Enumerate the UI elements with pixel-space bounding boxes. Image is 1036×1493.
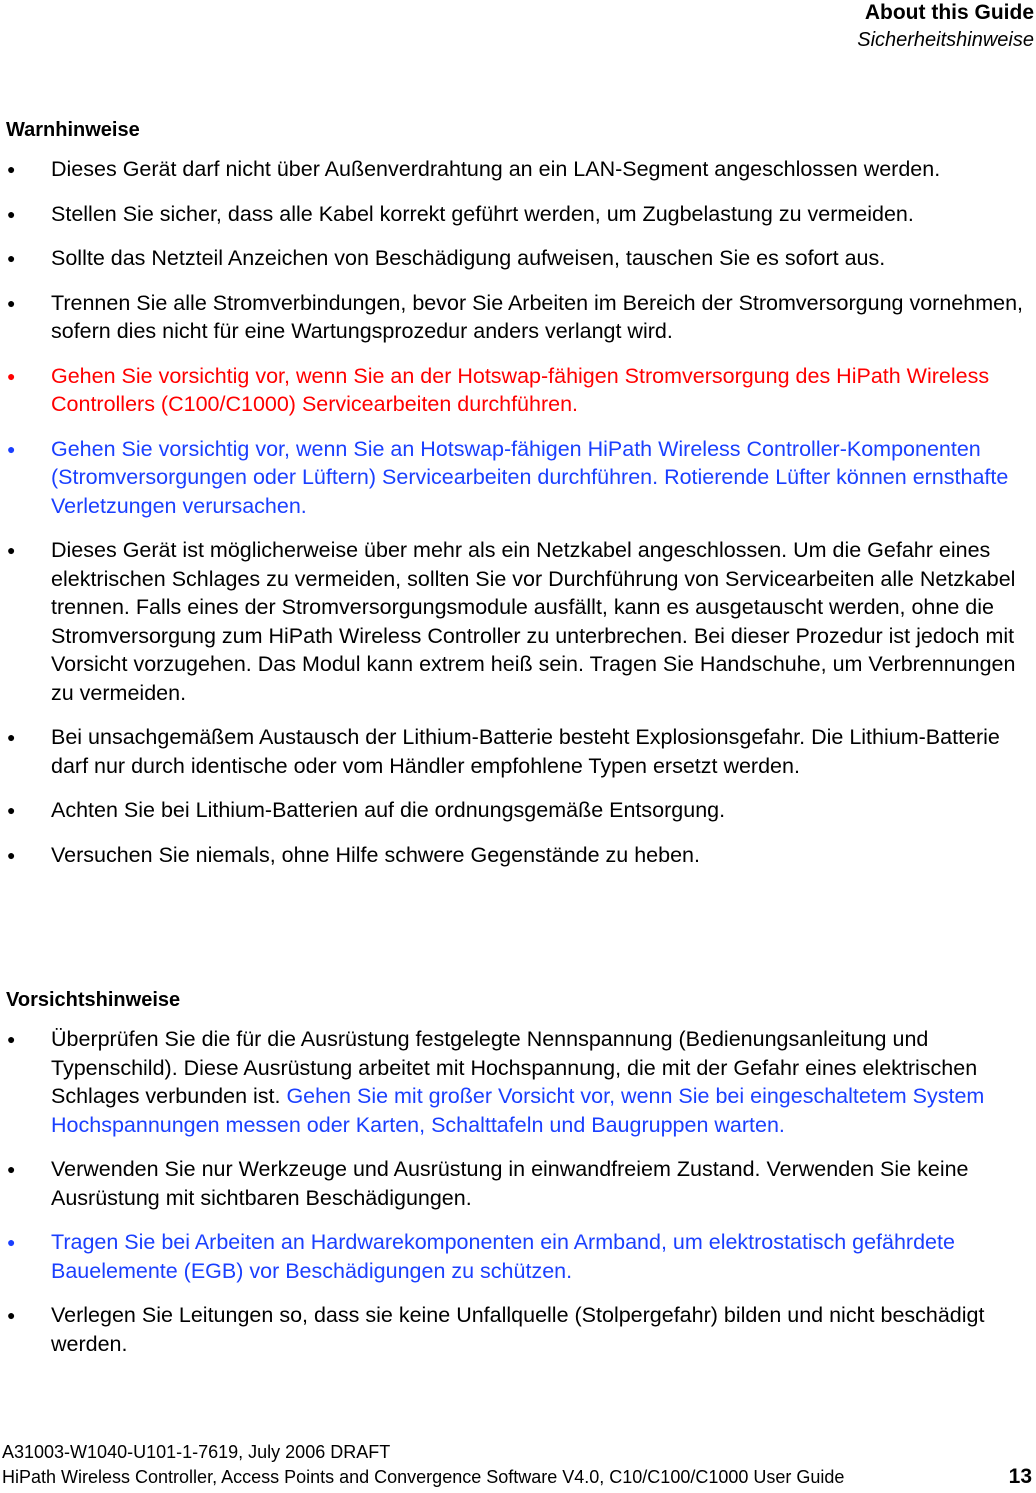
warnings-section: [6, 117, 1034, 885]
list-item: [6, 200, 1034, 229]
list-item: [6, 289, 1034, 346]
list-item-text: Verlegen Sie Leitungen so, dass sie keine Unfallquelle (Stolpergefahr) bilden und nicht beschädigt werden.: [51, 1303, 985, 1356]
bullet-icon: ●: [7, 367, 16, 384]
list-item: [6, 1025, 1034, 1139]
list-item-text: Dieses Gerät ist möglicherweise über mehr als ein Netzkabel angeschlossen. Um die Gefahr eines elektrischen Schlages zu vermeiden, sollten Sie vor Durchführung von Servicearbeiten alle Netzkabel trennen. Falls eines der Stromversorgungsmodule ausfällt, kann es ausgetauscht werden, ohne die Stromversorgung zum HiPath Wireless Controller zu unterbrechen. Bei dieser Prozedur ist jedoch mit Vorsicht vorzugehen. Das Modul kann extrem heiß sein. Tragen Sie Handschuhe, um Verbrennungen zu vermeiden.: [51, 538, 1016, 705]
list-item: [6, 1228, 1034, 1285]
bullet-icon: ●: [7, 294, 16, 311]
header-title: About this Guide: [864, 1, 1034, 24]
bullet-icon: ●: [7, 440, 16, 457]
list-item: [6, 536, 1034, 707]
list-item-text: Gehen Sie vorsichtig vor, wenn Sie an Hotswap-fähigen HiPath Wireless Controller-Komponenten (Stromversorgungen oder Lüftern) Servicearbeiten durchführen. Rotierende Lüfter können ernsthafte Verletzungen verursachen.: [51, 436, 1009, 518]
bullet-icon: ●: [7, 729, 16, 745]
cautions-heading: Vorsichtshinweise: [6, 989, 181, 1011]
list-item-text: Tragen Sie bei Arbeiten an Hardwarekomponenten ein Armband, um elektrostatisch gefährdete Bauelemente (EGB) vor Beschädigungen zu schützen.: [51, 1230, 955, 1283]
bullet-icon: ●: [7, 1234, 16, 1250]
bullet-icon: ●: [7, 1161, 16, 1177]
page-footer: [0, 1440, 1036, 1490]
list-item: [6, 435, 1034, 521]
list-item: [6, 796, 1034, 825]
list-item-text: Versuchen Sie niemals, ohne Hilfe schwere Gegenstände zu heben.: [51, 842, 700, 867]
header-subtitle: Sicherheitshinweise: [857, 29, 1034, 51]
bullet-icon: ●: [7, 1307, 16, 1323]
list-item-text: Trennen Sie alle Stromverbindungen, bevor Sie Arbeiten im Bereich der Stromversorgung vornehmen, sofern dies nicht für eine Wartungsprozedur anders verlangt wird.: [51, 290, 1023, 343]
list-item-text: Stellen Sie sicher, dass alle Kabel korrekt geführt werden, um Zugbelastung zu vermeiden.: [51, 201, 914, 226]
bullet-icon: ●: [7, 1031, 16, 1047]
list-item: [6, 723, 1034, 780]
footer-doc-title: HiPath Wireless Controller, Access Points and Convergence Software V4.0, C10/C100/C1000 User Guide: [2, 1467, 845, 1487]
bullet-icon: ●: [7, 250, 16, 266]
list-item: [6, 362, 1034, 419]
page-number: 13: [1008, 1465, 1032, 1488]
list-item: [6, 841, 1034, 870]
warnings-list: [6, 155, 1034, 869]
warnings-heading: Warnhinweise: [6, 119, 140, 141]
list-item-text: Achten Sie bei Lithium-Batterien auf die ordnungsgemäße Entsorgung.: [51, 798, 726, 822]
cautions-section: [6, 987, 1034, 1374]
page-header: [857, 0, 1034, 54]
list-item-text: Bei unsachgemäßem Austausch der Lithium-Batterie besteht Explosionsgefahr. Die Lithium-Batterie darf nur durch identische oder vom Händler empfohlene Typen ersetzt werden.: [51, 725, 1000, 778]
cautions-list: [6, 1025, 1034, 1358]
bullet-icon: ●: [7, 846, 16, 863]
list-item-text: Sollte das Netzteil Anzeichen von Beschädigung aufweisen, tauschen Sie es sofort aus.: [51, 246, 886, 270]
footer-doc-id: A31003-W1040-U101-1-7619, July 2006 DRAFT: [2, 1442, 391, 1462]
list-item: [6, 155, 1034, 184]
list-item-text: Gehen Sie mit großer Vorsicht vor, wenn Sie bei eingeschaltetem System Hochspannungen messen oder Karten, Schalttafeln und Baugruppen warten.: [51, 1084, 985, 1137]
bullet-icon: ●: [7, 161, 16, 177]
list-item-text: Überprüfen Sie die für die Ausrüstung festgelegte Nennspannung (Bedienungsanleitung und Typenschild). Diese Ausrüstung arbeitet mit Hochspannung, die mit der Gefahr eines elektrischen Schlages verbunden ist.: [51, 1027, 978, 1108]
list-item: [6, 244, 1034, 273]
list-item: [6, 1301, 1034, 1358]
bullet-icon: ●: [7, 802, 16, 818]
bullet-icon: ●: [7, 205, 16, 222]
list-item-text: Verwenden Sie nur Werkzeuge und Ausrüstung in einwandfreiem Zustand. Verwenden Sie keine Ausrüstung mit sichtbaren Beschädigungen.: [51, 1157, 969, 1210]
bullet-icon: ●: [7, 542, 16, 558]
list-item-text: Gehen Sie vorsichtig vor, wenn Sie an der Hotswap-fähigen Stromversorgung des HiPath Wireless Controllers (C100/C1000) Servicearbeiten durchführen.: [51, 363, 990, 416]
list-item-text: Dieses Gerät darf nicht über Außenverdrahtung an ein LAN-Segment angeschlossen werden.: [51, 157, 941, 181]
list-item: [6, 1155, 1034, 1212]
